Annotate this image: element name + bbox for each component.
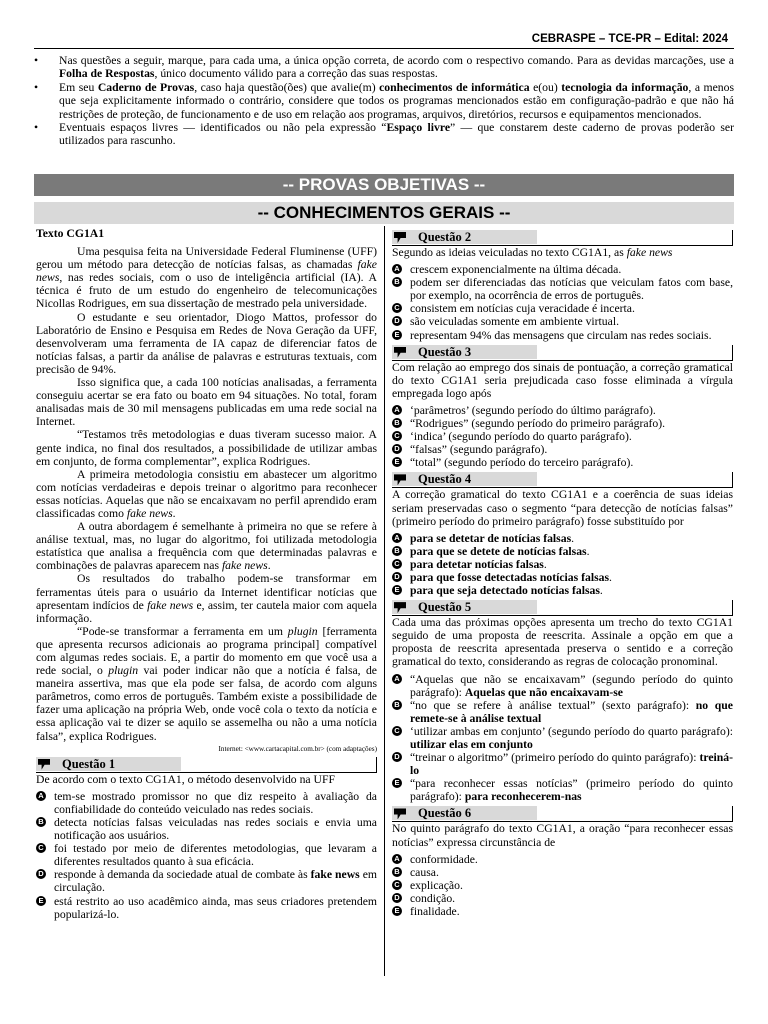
emphasis: Aquelas que não encaixavam-se: [464, 685, 623, 699]
section-banner-conhecimentos-gerais: -- CONHECIMENTOS GERAIS --: [34, 202, 734, 224]
text-run: podem ser diferenciadas das notícias que veiculam fatos com base, por exemplo, na ocorrência de erros de português.: [410, 276, 733, 303]
question-stem: [392, 361, 733, 400]
question-header: [392, 230, 733, 246]
question-stem: [392, 822, 733, 848]
question-stem: [392, 616, 733, 668]
option-letter-badge: D: [36, 869, 46, 879]
option-letter-badge: D: [392, 444, 402, 454]
text-run: .: [172, 506, 176, 520]
text-run: .: [571, 531, 575, 545]
option-letter-badge: E: [392, 457, 402, 467]
answer-option[interactable]: [392, 404, 733, 417]
text-run: O estudante e seu orientador, Diogo Mattos, professor do Laboratório de Ensino e Pesquisa em Redes de Nova Geração da UFF, desenvolveram uma ferramenta de IA capaz de diferenciar fatos de notícias falsas, a partir da análise de palavras e estruturas textuais, com precisão de 94%.: [36, 310, 377, 376]
answer-option[interactable]: [392, 263, 733, 276]
exam-title: CEBRASPE – TCE-PR – Edital: 2024: [531, 33, 728, 45]
text-run: ‘utilizar ambas em conjunto’ (segundo período do quarto parágrafo):: [410, 724, 733, 738]
column-divider: [384, 226, 385, 976]
option-letter-badge: A: [392, 854, 402, 864]
option-letter-badge: A: [392, 405, 402, 415]
question-header-end: [732, 600, 733, 615]
text-run: “Aquelas que não se encaixavam” (segundo período do quinto parágrafo):: [410, 672, 733, 699]
option-letter-badge: B: [392, 700, 402, 710]
option-letter-badge: E: [392, 330, 402, 340]
question-label: Questão 3: [418, 344, 472, 359]
instructions: [34, 54, 734, 148]
text-title: Texto CG1A1: [36, 227, 105, 240]
emphasis: utilizar elas em conjunto: [410, 738, 533, 751]
text-run: “treinar o algoritmo” (primeiro período do quinto parágrafo):: [410, 751, 700, 765]
text-run: tem-se mostrado promissor no que diz respeito à avaliação da confiabilidade do conteúdo veiculado nas redes sociais.: [54, 789, 377, 816]
text-run: No quinto parágrafo do texto CG1A1, a oração “para reconhecer essas notícias” expressa circunstância de: [392, 822, 733, 849]
question-header-end: [376, 757, 377, 772]
option-letter-badge: C: [392, 303, 402, 313]
option-letter-badge: B: [392, 418, 402, 428]
answer-option[interactable]: [392, 879, 733, 892]
answer-option[interactable]: [36, 895, 377, 921]
text-run: detecta notícias falsas veiculadas nas redes sociais e envia uma notificação aos usuários.: [54, 815, 377, 843]
text-run: ‘parâmetros’ (segundo período do último parágrafo).: [410, 403, 656, 417]
emphasis: plugin: [287, 624, 318, 638]
instruction-item: • Nas questões a seguir, marque, para cada uma, a única opção correta, de acordo com o respectivo comando. Para as devidas marcações, use a Folha de Respostas, único documento válido para a correção das suas respostas.: [34, 54, 734, 81]
option-letter-badge: B: [392, 867, 402, 877]
question-header: [392, 600, 733, 616]
text-paragraph: [36, 428, 377, 467]
option-letter-badge: C: [392, 726, 402, 736]
text-run: A primeira metodologia consistiu em abastecer um algoritmo com notícias verdadeiras e depois treinar o algoritmo para reconhecer essas notícias. Aquelas que não se encaixavam no perfil aprendido eram classificadas como: [36, 467, 377, 520]
text-run: são veiculadas somente em ambiente virtual.: [410, 315, 620, 329]
text-run: “para reconhecer essas notícias” (primeiro período do quinto parágrafo):: [410, 777, 733, 804]
answer-option[interactable]: [392, 866, 733, 879]
emphasis: plugin: [108, 664, 139, 678]
answer-option[interactable]: [392, 417, 733, 430]
text-run: [ferramenta que apresenta recursos adicionais ao programa principal] compatível com algumas redes sociais. E, a partir do momento em que você usa a rede social, o: [36, 624, 377, 678]
question-stem: [392, 488, 733, 527]
text-paragraph: [36, 625, 377, 743]
answer-option[interactable]: [392, 558, 733, 571]
text-run: explicação.: [410, 878, 463, 892]
answer-option[interactable]: [392, 751, 733, 777]
answer-option[interactable]: [392, 699, 733, 725]
option-letter-badge: B: [392, 277, 402, 287]
text-run: “Rodrigues” (segundo período do primeiro parágrafo).: [410, 417, 666, 431]
text-paragraph: [36, 468, 377, 520]
text-run: .: [599, 584, 603, 598]
emphasis: para que seja detectado notícias falsas: [410, 584, 600, 598]
text-run: , nas redes sociais, com o uso de inteligência artificial (IA). A técnica é fruto de um estudo do engenheiro de telecomunicações Nicollas Rodrigues, em sua dissertação de mestrado pela universidade.: [36, 271, 377, 311]
answer-option[interactable]: [392, 725, 733, 751]
text-run: .: [586, 544, 590, 558]
text-run: Isso significa que, a cada 100 notícias analisadas, a ferramenta conseguiu acertar se era fato ou boato em 94 situações. No total, foram analisadas mais de 30 mil mensagens publicadas em uma rede social na Internet.: [36, 376, 377, 429]
text-run: conformidade.: [410, 852, 478, 866]
option-letter-badge: C: [36, 843, 46, 853]
option-letter-badge: E: [392, 585, 402, 595]
emphasis: fake news: [36, 258, 377, 285]
option-letter-badge: B: [36, 817, 46, 827]
emphasis: para que se detete de notícias falsas: [410, 544, 587, 558]
text-body: [36, 245, 377, 743]
question-header-end: [732, 345, 733, 360]
emphasis: para detetar notícias falsas: [410, 557, 544, 571]
text-run: foi testado por meio de diferentes metodologias, que levaram a diferentes resultados quanto à sua eficácia.: [54, 842, 377, 869]
emphasis: fake news: [126, 506, 173, 520]
question-header-end: [732, 230, 733, 245]
option-letter-badge: A: [392, 674, 402, 684]
option-letter-badge: E: [392, 906, 402, 916]
question-label: Questão 6: [418, 806, 472, 821]
text-run: em circulação.: [54, 868, 377, 895]
option-letter-badge: E: [36, 896, 46, 906]
answer-option[interactable]: [392, 456, 733, 469]
answer-option[interactable]: [392, 584, 733, 597]
question-header: [36, 757, 377, 773]
option-letter-badge: D: [392, 316, 402, 326]
section-banner-provas-objetivas: -- PROVAS OBJETIVAS --: [34, 174, 734, 196]
text-run: responde à demanda da sociedade atual de combate às: [54, 868, 311, 882]
text-run: “falsas” (segundo parágrafo).: [410, 443, 548, 457]
text-run: vai poder indicar não que a notícia é falsa, de maneira assertiva, mas que ela pode ser falsa, de acordo com alguns parâmetros, como erros de português. Também existe a possibilidade de fazer uma aplicação na própria Web, onde você cola o texto da notícia e essa aplicação vai te dizer se aquilo se assemelha ou não a uma notícia falsa”, explica Rodrigues.: [36, 664, 377, 743]
text-paragraph: [36, 520, 377, 572]
text-paragraph: [36, 245, 377, 310]
text-run: “total” (segundo período do terceiro parágrafo).: [410, 456, 634, 470]
emphasis: para que fosse detectadas notícias falsas: [410, 570, 610, 584]
option-letter-badge: A: [392, 264, 402, 274]
answer-option[interactable]: [392, 443, 733, 456]
answer-option[interactable]: [392, 315, 733, 328]
text-run: .: [543, 557, 547, 571]
option-letter-badge: D: [392, 752, 402, 762]
questions-left: [36, 757, 377, 921]
answer-option[interactable]: [392, 571, 733, 584]
text-run: e, assim, ter cautela maior com aquela informação.: [36, 598, 377, 625]
emphasis: para se detetar de notícias falsas: [410, 531, 572, 545]
question-label: Questão 2: [418, 230, 472, 244]
text-run: Com relação ao emprego dos sinais de pontuação, a correção gramatical do texto CG1A1 seria prejudicada caso fosse eliminada a vírgula empregada logo após: [392, 360, 733, 400]
option-letter-badge: D: [392, 893, 402, 903]
answer-option[interactable]: [392, 777, 733, 803]
answer-option[interactable]: [392, 329, 733, 342]
option-letter-badge: A: [392, 533, 402, 543]
text-source: Internet: <www.cartacapital.com.br> (com adaptações): [218, 744, 377, 753]
question-label: Questão 5: [418, 600, 472, 615]
text-run: causa.: [410, 865, 439, 879]
answer-option[interactable]: [392, 905, 733, 918]
text-run: representam 94% das mensagens que circulam nas redes sociais.: [410, 328, 712, 342]
text-run: A correção gramatical do texto CG1A1 e a coerência de suas ideias seriam preservadas caso o segmento “para detecção de notícias falsas” (primeiro período do primeiro parágrafo) fosse substituído por: [392, 488, 733, 528]
question-header: [392, 472, 733, 488]
question-header: [392, 806, 733, 822]
text-run: “Pode-se transformar a ferramenta em um: [77, 624, 288, 638]
option-letter-badge: C: [392, 431, 402, 441]
emphasis: treiná-lo: [410, 751, 733, 778]
text-run: ‘indica’ (segundo período do quarto parágrafo).: [410, 430, 632, 444]
text-paragraph: [36, 376, 377, 428]
question-stem: [36, 773, 377, 786]
page-header: [34, 34, 734, 49]
text-run: A outra abordagem é semelhante à primeira no que se refere à análise textual, mas, no lugar do algoritmo, foi utilizada metodologia estatística que analisa a frequência com que determinadas palavras e combinações de palavras aparecem nas: [36, 520, 377, 573]
text-run: Segundo as ideias veiculadas no texto CG1A1, as: [392, 246, 627, 259]
text-run: crescem exponencialmente na última década.: [410, 263, 622, 277]
emphasis: fake news: [626, 246, 673, 259]
text-run: está restrito ao uso acadêmico ainda, mas seus criadores pretendem popularizá-lo.: [54, 894, 377, 921]
answer-option[interactable]: [392, 302, 733, 315]
text-paragraph: [36, 311, 377, 376]
text-paragraph: [36, 572, 377, 624]
text-run: “Testamos três metodologias e duas tiveram sucesso maior. A gente indica, no final dos resultados, a possibilidade de utilizar ambas em conjunto, de forma complementar”, explica Rodrigues.: [36, 428, 377, 468]
answer-option[interactable]: [392, 673, 733, 699]
emphasis: fake news: [221, 559, 268, 573]
question-stem: [392, 246, 733, 259]
answer-option[interactable]: [36, 790, 377, 816]
answer-option[interactable]: [36, 816, 377, 842]
text-run: .: [609, 570, 612, 584]
emphasis: fake news: [310, 868, 360, 882]
option-letter-badge: E: [392, 778, 402, 788]
instruction-item: • Eventuais espaços livres — identificados ou não pela expressão “Espaço livre” — que constarem deste caderno de provas poderão ser utilizados para rascunho.: [34, 121, 734, 148]
text-run: Cada uma das próximas opções apresenta um trecho do texto CG1A1 seguido de uma proposta de reescrita. Assinale a opção em que a proposta de reescrita apresentada preserva o sentido e a correção gramatical do texto, considerando as regras de colocação pronominal.: [392, 616, 733, 669]
text-run: “no que se refere à análise textual” (sexto parágrafo):: [410, 698, 696, 712]
left-column: [36, 227, 377, 921]
option-letter-badge: C: [392, 559, 402, 569]
text-run: .: [267, 559, 271, 573]
emphasis: fake news: [147, 598, 194, 612]
question-label: Questão 1: [62, 756, 116, 771]
text-run: condição.: [410, 891, 456, 905]
instruction-item: • Em seu Caderno de Provas, caso haja questão(ões) que avalie(m) conhecimentos de informática e(ou) tecnologia da informação, a menos que seja explicitamente informado o contrário, considere que todos os programas mencionados estão em configuração-padrão e que não há restrições de proteção, de funcionamento e de uso em relação aos programas, arquivos, diretórios, recursos e equipamentos mencionados.: [34, 81, 734, 121]
questions-right: [392, 230, 733, 918]
emphasis: para reconhecerem-nas: [464, 790, 582, 804]
option-letter-badge: D: [392, 572, 402, 582]
option-letter-badge: A: [36, 791, 46, 801]
answer-option[interactable]: [392, 430, 733, 443]
question-header: [392, 345, 733, 361]
instructions-list: [34, 54, 734, 148]
right-column: [392, 227, 733, 918]
option-letter-badge: C: [392, 880, 402, 890]
answer-option[interactable]: [36, 868, 377, 894]
answer-option[interactable]: [392, 532, 733, 545]
text-run: consistem em notícias cuja veracidade é incerta.: [410, 302, 635, 316]
answer-option[interactable]: [392, 545, 733, 558]
emphasis: no que remete-se à análise textual: [410, 698, 733, 725]
answer-option[interactable]: [392, 853, 733, 866]
answer-option[interactable]: [36, 842, 377, 868]
text-run: De acordo com o texto CG1A1, o método desenvolvido na UFF: [36, 772, 335, 786]
option-letter-badge: B: [392, 546, 402, 556]
question-label: Questão 4: [418, 472, 472, 487]
question-header-end: [732, 806, 733, 821]
text-run: Os resultados do trabalho podem-se transformar em ferramentas úteis para o usuário da Internet identificar notícias que apresentam indícios de: [36, 572, 377, 612]
text-run: Uma pesquisa feita na Universidade Federal Fluminense (UFF) gerou um método para detecção de notícias falsas, as chamadas: [36, 245, 377, 272]
answer-option[interactable]: [392, 892, 733, 905]
text-run: finalidade.: [410, 905, 460, 919]
question-header-end: [732, 472, 733, 487]
answer-option[interactable]: [392, 276, 733, 302]
